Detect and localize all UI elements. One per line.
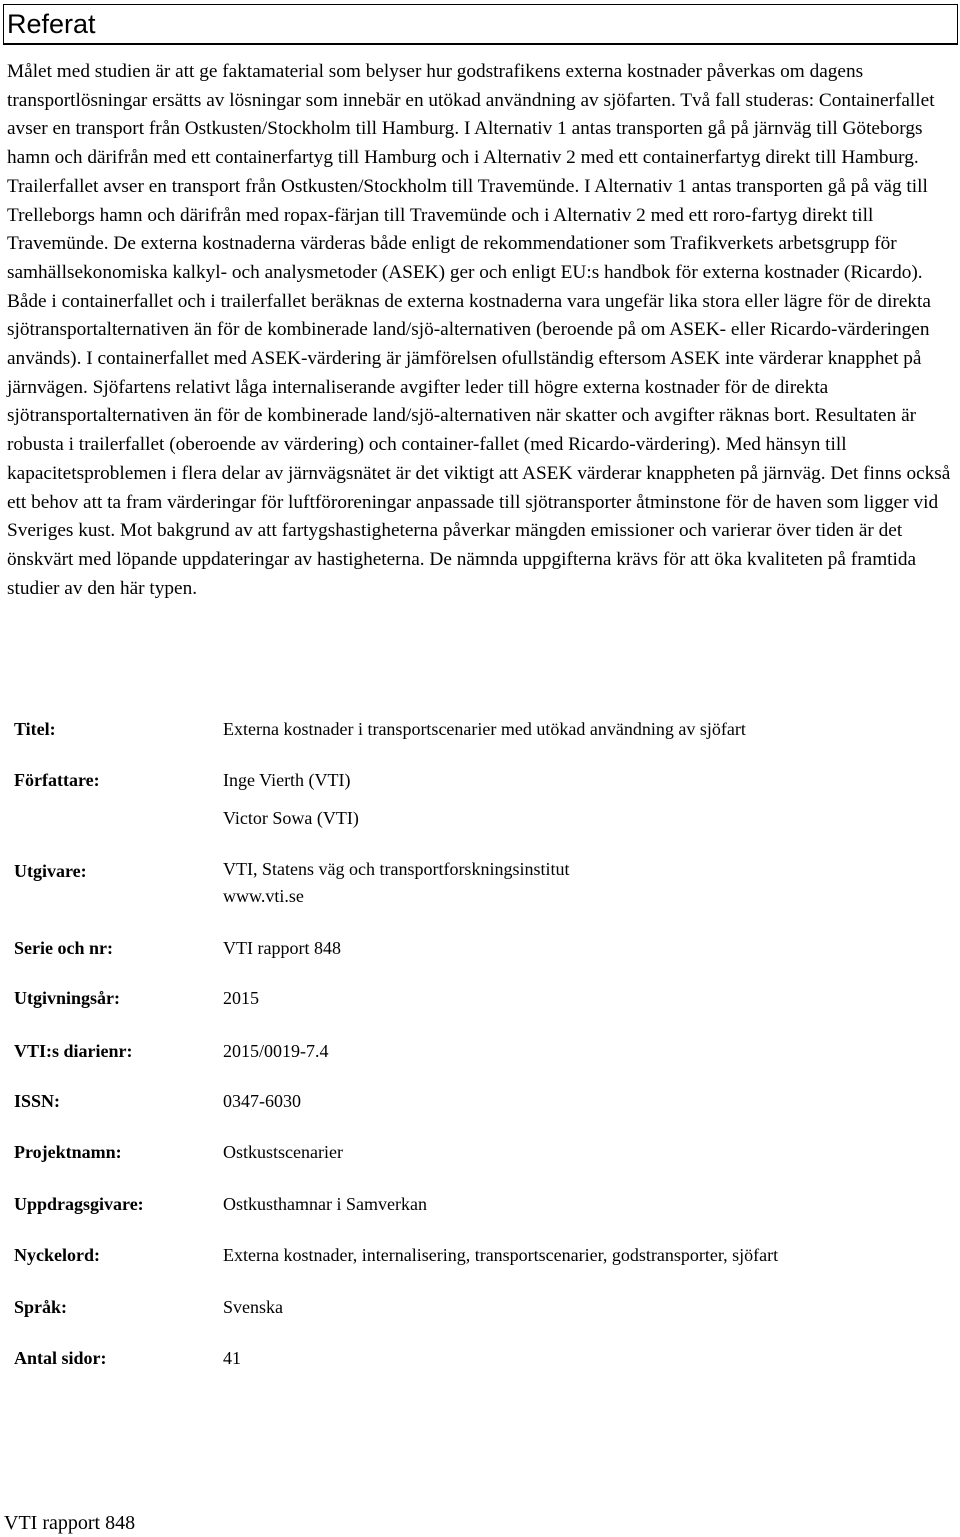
project-label: Projektnamn: xyxy=(14,1142,122,1162)
abstract-text: Målet med studien är att ge faktamaterial som belyser hur godstrafikens externa kostnader påverkas om dagens transportlösningar ersätts av lösningar som innebär en utökad användning av sjöfarten. Två fall studeras: Containerfallet avser en transport från Ostkusten/Stockholm till Hamburg. I Alternativ 1 antas transporten gå på järnväg till Göteborgs hamn och därifrån med ett containerfartyg till Hamburg och i Alternativ 2 med ett containerfartyg direkt till Hamburg. Trailerfallet avser en transport från Ostkusten/Stockholm till Travemünde. I Alternativ 1 antas transporten gå på väg till Trelleborgs hamn och därifrån med ropax-färjan till Travemünde och i Alternativ 2 med ett roro-fartyg direkt till Travemünde. De externa kostnaderna värderas både enligt de rekommendationer som Trafikverkets arbetsgrupp för samhällsekonomiska kalkyl- och analysmetoder (ASEK) ger och enligt EU:s handbok för externa kostnader (Ricardo). Både i containerfallet och i trailerfallet beräknas de externa kostnaderna vara ungefär lika stora eller lägre för de direkta sjötransportalternativen än för de kombinerade land/sjö-alternativen (beroende på om ASEK- eller Ricardo-värderingen används). I containerfallet med ASEK-värdering är jämförelsen ofullständig eftersom ASEK inte värderar knapphet på järnvägen. Sjöfartens relativt låga internaliserande avgifter leder till högre externa kostnader för de direkta sjötransportalternativen än för de kombinerade land/sjö-alternativen när skatter och avgifter räknas bort. Resultaten är robusta i trailerfallet (oberoende av värdering) och container-fallet (med Ricardo-värdering). Med hänsyn till kapacitetsproblemen i flera delar av järnvägsnätet är det viktigt att ASEK värderar knappheten på järnväg. Det finns också ett behov att ta fram värderingar för luftföroreningar anpassade till sjötransporter åtminstone för de haven som ligger vid Sveriges kust. Mot bakgrund av att fartygshastigheterna påverkar mängden emissioner och varierar över tiden är det önskvärt med löpande uppdateringar av hastigheterna. De nämnda uppgifterna krävs för att öka kvaliteten på framtida studier av den här typen. xyxy=(7,61,951,599)
keywords-value: Externa kostnader, internalisering, transportscenarier, godstransporter, sjöfart xyxy=(223,1245,779,1265)
publisher-name: VTI, Statens väg och transportforskningsinstitut xyxy=(223,859,570,879)
language-label: Språk: xyxy=(14,1297,68,1317)
issn-value: 0347-6030 xyxy=(223,1091,301,1111)
year-value: 2015 xyxy=(223,988,259,1008)
heading-divider xyxy=(3,43,958,45)
author-2: Victor Sowa (VTI) xyxy=(223,808,359,828)
heading-box xyxy=(3,4,958,44)
pages-value: 41 xyxy=(223,1348,241,1368)
year-label: Utgivningsår: xyxy=(14,988,121,1008)
author-1: Inge Vierth (VTI) xyxy=(223,770,351,790)
title-value: Externa kostnader i transportscenarier med utökad användning av sjöfart xyxy=(223,719,746,739)
series-label: Serie och nr: xyxy=(14,938,113,958)
client-label: Uppdragsgivare: xyxy=(14,1194,144,1214)
footer-report-id: VTI rapport 848 xyxy=(4,1512,136,1534)
issn-label: ISSN: xyxy=(14,1091,61,1111)
title-label: Titel: xyxy=(14,719,56,739)
keywords-label: Nyckelord: xyxy=(14,1245,100,1265)
publisher-url: www.vti.se xyxy=(223,886,304,906)
page-heading: Referat xyxy=(7,9,96,39)
pages-label: Antal sidor: xyxy=(14,1348,107,1368)
publisher-label: Utgivare: xyxy=(14,861,87,881)
diary-value: 2015/0019-7.4 xyxy=(223,1041,329,1061)
series-value: VTI rapport 848 xyxy=(223,938,341,958)
language-value: Svenska xyxy=(223,1297,283,1317)
authors-label: Författare: xyxy=(14,770,100,790)
diary-label: VTI:s diarienr: xyxy=(14,1041,133,1061)
client-value: Ostkusthamnar i Samverkan xyxy=(223,1194,427,1214)
project-value: Ostkustscenarier xyxy=(223,1142,343,1162)
